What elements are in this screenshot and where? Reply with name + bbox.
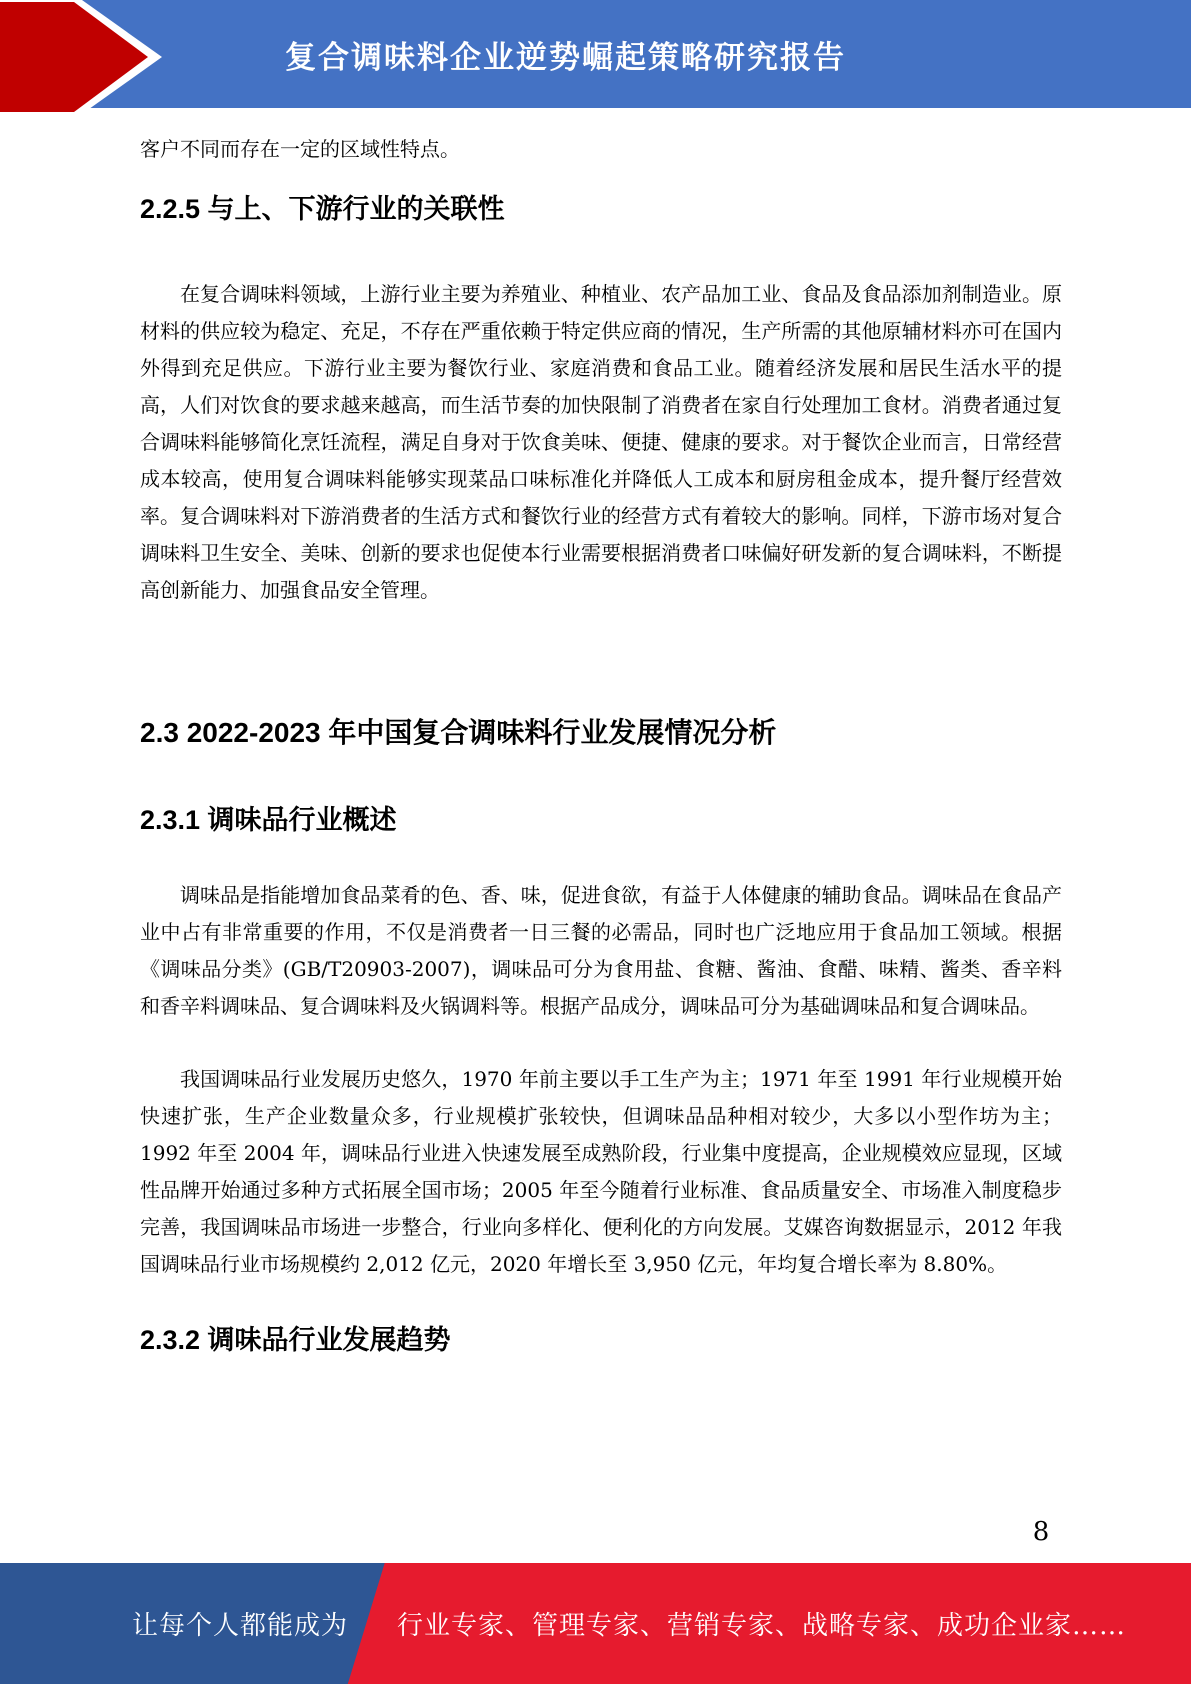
section-heading-2-2-5: 2.2.5 与上、下游行业的关联性	[140, 194, 505, 224]
paragraph-condiment-overview: 调味品是指能增加食品菜肴的色、香、味，促进食欲，有益于人体健康的辅助食品。调味品在食品产业中占有非常重要的作用，不仅是消费者一日三餐的必需品，同时也广泛地应用于食品加工领域。根据《调味品分类》(GB/T20903-2007)，调味品可分为食用盐、食糖、酱油、食醋、味精、酱类、香辛料和香辛料调味品、复合调味料及火锅调料等。根据产品成分，调味品可分为基础调味品和复合调味品。	[140, 883, 1062, 1018]
footer-band	[0, 1563, 1191, 1684]
chevron-arrow-icon	[0, 0, 172, 114]
page-number: 8	[1032, 1517, 1050, 1547]
footer-slogan-left: 让每个人都能成为	[131, 1611, 348, 1641]
section-heading-2-3: 2.3 2022-2023 年中国复合调味料行业发展情况分析	[140, 717, 777, 748]
paragraph-industry-history: 我国调味品行业发展历史悠久，1970 年前主要以手工生产为主；1971 年至 1991 年行业规模开始快速扩张，生产企业数量众多，行业规模扩张较快，但调味品品种相对较少，大多以小型作坊为主；1992 年至 2004 年，调味品行业进入快速发展至成熟阶段，行业集中度提高，企业规模效应显现，区域性品牌开始通过多种方式拓展全国市场；2005 年至今随着行业标准、食品质量安全、市场准入制度稳步完善，我国调味品市场进一步整合，行业向多样化、便利化的方向发展。艾媒咨询数据显示，2012 年我国调味品行业市场规模约 2,012 亿元，2020 年增长至 3,950 亿元，年均复合增长率为 8.80%。	[140, 1067, 1062, 1276]
section-heading-2-3-2: 2.3.2 调味品行业发展趋势	[140, 1325, 451, 1355]
header-banner	[0, 0, 1191, 108]
paragraph-upstream-downstream: 在复合调味料领域，上游行业主要为养殖业、种植业、农产品加工业、食品及食品添加剂制造业。原材料的供应较为稳定、充足，不存在严重依赖于特定供应商的情况，生产所需的其他原辅材料亦可在国内外得到充足供应。下游行业主要为餐饮行业、家庭消费和食品工业。随着经济发展和居民生活水平的提高，人们对饮食的要求越来越高，而生活节奏的加快限制了消费者在家自行处理加工食材。消费者通过复合调味料能够简化烹饪流程，满足自身对于饮食美味、便捷、健康的要求。对于餐饮企业而言，日常经营成本较高，使用复合调味料能够实现菜品口味标准化并降低人工成本和厨房租金成本，提升餐厅经营效率。复合调味料对下游消费者的生活方式和餐饮行业的经营方式有着较大的影响。同样，下游市场对复合调味料卫生安全、美味、创新的要求也促使本行业需要根据消费者口味偏好研发新的复合调味料，不断提高创新能力、加强食品安全管理。	[140, 282, 1062, 602]
report-title: 复合调味料企业逆势崛起策略研究报告	[285, 39, 846, 75]
document-body	[140, 108, 1062, 1357]
section-heading-2-3-1: 2.3.1 调味品行业概述	[140, 805, 397, 835]
paragraph-continuation: 客户不同而存在一定的区域性特点。	[140, 137, 460, 161]
footer-slogan-right: 行业专家、管理专家、营销专家、战略专家、成功企业家……	[397, 1611, 1127, 1641]
